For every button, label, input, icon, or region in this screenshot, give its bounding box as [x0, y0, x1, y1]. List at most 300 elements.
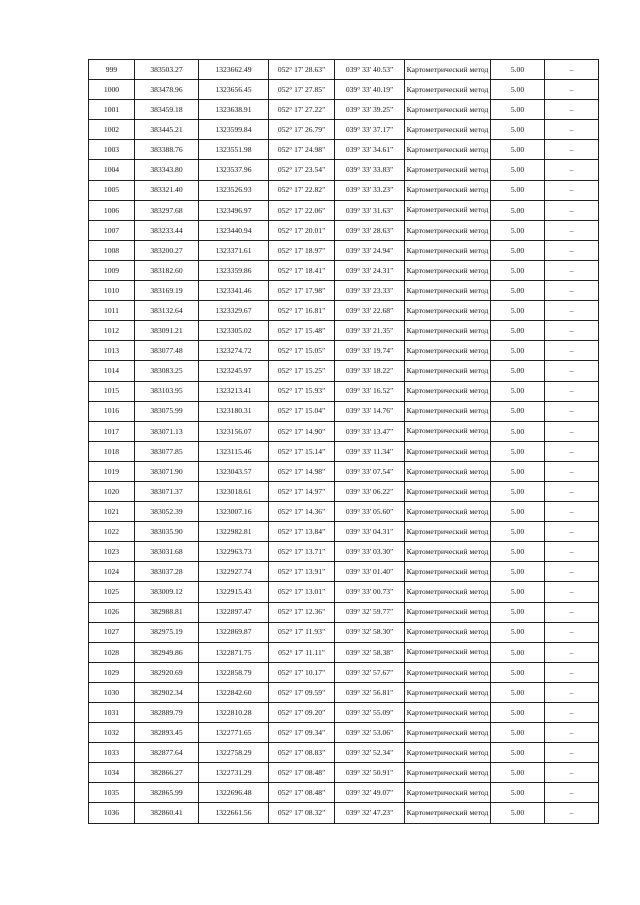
note-cell: – — [545, 80, 599, 100]
x-coordinate-cell: 383009.12 — [135, 582, 199, 602]
table-row — [89, 401, 599, 421]
longitude-cell: 039° 33' 18.22" — [335, 361, 405, 381]
latitude-cell: 052° 17' 15.25" — [269, 361, 335, 381]
latitude-cell: 052° 17' 20.01" — [269, 220, 335, 240]
y-coordinate-cell: 1323371.61 — [199, 240, 269, 260]
note-cell: – — [545, 562, 599, 582]
y-coordinate-cell: 1323329.67 — [199, 301, 269, 321]
y-coordinate-cell: 1323537.96 — [199, 160, 269, 180]
point-number-cell: 1002 — [89, 120, 135, 140]
point-number-cell: 1008 — [89, 240, 135, 260]
note-cell: – — [545, 361, 599, 381]
x-coordinate-cell: 383071.90 — [135, 461, 199, 481]
point-number-cell: 1018 — [89, 441, 135, 461]
note-cell: – — [545, 622, 599, 642]
table-row — [89, 542, 599, 562]
note-cell: – — [545, 281, 599, 301]
method-cell: Картометрический метод — [405, 140, 491, 160]
x-coordinate-cell: 382975.19 — [135, 622, 199, 642]
accuracy-cell: 5.00 — [491, 562, 545, 582]
x-coordinate-cell: 383077.85 — [135, 441, 199, 461]
longitude-cell: 039° 33' 06.22" — [335, 481, 405, 501]
longitude-cell: 039° 32' 59.77" — [335, 602, 405, 622]
x-coordinate-cell: 383200.27 — [135, 240, 199, 260]
longitude-cell: 039° 32' 49.07" — [335, 783, 405, 803]
y-coordinate-cell: 1323359.86 — [199, 260, 269, 280]
table-row — [89, 321, 599, 341]
table-row — [89, 341, 599, 361]
point-number-cell: 1022 — [89, 522, 135, 542]
point-number-cell: 1005 — [89, 180, 135, 200]
note-cell: – — [545, 763, 599, 783]
note-cell: – — [545, 60, 599, 80]
y-coordinate-cell: 1323496.97 — [199, 200, 269, 220]
longitude-cell: 039° 33' 22.68" — [335, 301, 405, 321]
latitude-cell: 052° 17' 15.93" — [269, 381, 335, 401]
longitude-cell: 039° 33' 33.83" — [335, 160, 405, 180]
latitude-cell: 052° 17' 09.20" — [269, 703, 335, 723]
longitude-cell: 039° 33' 14.76" — [335, 401, 405, 421]
point-number-cell: 1017 — [89, 421, 135, 441]
accuracy-cell: 5.00 — [491, 240, 545, 260]
longitude-cell: 039° 33' 24.94" — [335, 240, 405, 260]
latitude-cell: 052° 17' 15.14" — [269, 441, 335, 461]
note-cell: – — [545, 321, 599, 341]
point-number-cell: 1004 — [89, 160, 135, 180]
point-number-cell: 1024 — [89, 562, 135, 582]
accuracy-cell: 5.00 — [491, 180, 545, 200]
method-cell: Картометрический метод — [405, 220, 491, 240]
method-cell: Картометрический метод — [405, 60, 491, 80]
latitude-cell: 052° 17' 13.01" — [269, 582, 335, 602]
longitude-cell: 039° 33' 19.74" — [335, 341, 405, 361]
table-row — [89, 622, 599, 642]
x-coordinate-cell: 383052.39 — [135, 502, 199, 522]
method-cell: Картометрический метод — [405, 180, 491, 200]
accuracy-cell: 5.00 — [491, 321, 545, 341]
x-coordinate-cell: 383233.44 — [135, 220, 199, 240]
point-number-cell: 1031 — [89, 703, 135, 723]
point-number-cell: 1033 — [89, 743, 135, 763]
point-number-cell: 1023 — [89, 542, 135, 562]
longitude-cell: 039° 32' 56.81" — [335, 682, 405, 702]
note-cell: – — [545, 481, 599, 501]
longitude-cell: 039° 32' 47.23" — [335, 803, 405, 823]
y-coordinate-cell: 1322927.74 — [199, 562, 269, 582]
accuracy-cell: 5.00 — [491, 783, 545, 803]
note-cell: – — [545, 783, 599, 803]
accuracy-cell: 5.00 — [491, 662, 545, 682]
method-cell: Картометрический метод — [405, 120, 491, 140]
note-cell: – — [545, 401, 599, 421]
point-number-cell: 1012 — [89, 321, 135, 341]
table-row — [89, 361, 599, 381]
x-coordinate-cell: 383091.21 — [135, 321, 199, 341]
y-coordinate-cell: 1323274.72 — [199, 341, 269, 361]
y-coordinate-cell: 1323115.46 — [199, 441, 269, 461]
point-number-cell: 1027 — [89, 622, 135, 642]
x-coordinate-cell: 383321.40 — [135, 180, 199, 200]
longitude-cell: 039° 33' 24.31" — [335, 260, 405, 280]
method-cell: Картометрический метод — [405, 662, 491, 682]
y-coordinate-cell: 1322810.28 — [199, 703, 269, 723]
longitude-cell: 039° 33' 23.33" — [335, 281, 405, 301]
point-number-cell: 1016 — [89, 401, 135, 421]
latitude-cell: 052° 17' 26.79" — [269, 120, 335, 140]
note-cell: – — [545, 502, 599, 522]
latitude-cell: 052° 17' 10.17" — [269, 662, 335, 682]
latitude-cell: 052° 17' 08.32" — [269, 803, 335, 823]
point-number-cell: 1025 — [89, 582, 135, 602]
latitude-cell: 052° 17' 15.05" — [269, 341, 335, 361]
table-row — [89, 260, 599, 280]
accuracy-cell: 5.00 — [491, 723, 545, 743]
latitude-cell: 052° 17' 15.04" — [269, 401, 335, 421]
x-coordinate-cell: 382893.45 — [135, 723, 199, 743]
x-coordinate-cell: 383031.68 — [135, 542, 199, 562]
latitude-cell: 052° 17' 11.93" — [269, 622, 335, 642]
table-row — [89, 441, 599, 461]
latitude-cell: 052° 17' 09.34" — [269, 723, 335, 743]
longitude-cell: 039° 33' 11.34" — [335, 441, 405, 461]
x-coordinate-cell: 383071.13 — [135, 421, 199, 441]
accuracy-cell: 5.00 — [491, 361, 545, 381]
latitude-cell: 052° 17' 15.48" — [269, 321, 335, 341]
note-cell: – — [545, 642, 599, 662]
table-row — [89, 803, 599, 823]
accuracy-cell: 5.00 — [491, 401, 545, 421]
accuracy-cell: 5.00 — [491, 642, 545, 662]
y-coordinate-cell: 1323156.07 — [199, 421, 269, 441]
x-coordinate-cell: 383343.80 — [135, 160, 199, 180]
accuracy-cell: 5.00 — [491, 682, 545, 702]
point-number-cell: 1006 — [89, 200, 135, 220]
longitude-cell: 039° 33' 03.30" — [335, 542, 405, 562]
method-cell: Картометрический метод — [405, 341, 491, 361]
note-cell: – — [545, 301, 599, 321]
method-cell: Картометрический метод — [405, 682, 491, 702]
point-number-cell: 1000 — [89, 80, 135, 100]
point-number-cell: 999 — [89, 60, 135, 80]
point-number-cell: 1014 — [89, 361, 135, 381]
accuracy-cell: 5.00 — [491, 421, 545, 441]
method-cell: Картометрический метод — [405, 421, 491, 441]
accuracy-cell: 5.00 — [491, 381, 545, 401]
note-cell: – — [545, 441, 599, 461]
x-coordinate-cell: 383445.21 — [135, 120, 199, 140]
table-row — [89, 381, 599, 401]
y-coordinate-cell: 1323440.94 — [199, 220, 269, 240]
latitude-cell: 052° 17' 13.84" — [269, 522, 335, 542]
method-cell: Картометрический метод — [405, 562, 491, 582]
table-row — [89, 100, 599, 120]
y-coordinate-cell: 1322731.29 — [199, 763, 269, 783]
table-row — [89, 481, 599, 501]
method-cell: Картометрический метод — [405, 743, 491, 763]
y-coordinate-cell: 1323662.49 — [199, 60, 269, 80]
y-coordinate-cell: 1323638.91 — [199, 100, 269, 120]
point-number-cell: 1032 — [89, 723, 135, 743]
x-coordinate-cell: 383182.60 — [135, 260, 199, 280]
x-coordinate-cell: 383169.19 — [135, 281, 199, 301]
latitude-cell: 052° 17' 14.36" — [269, 502, 335, 522]
longitude-cell: 039° 32' 57.67" — [335, 662, 405, 682]
note-cell: – — [545, 100, 599, 120]
table-row — [89, 220, 599, 240]
y-coordinate-cell: 1323656.45 — [199, 80, 269, 100]
latitude-cell: 052° 17' 16.81" — [269, 301, 335, 321]
longitude-cell: 039° 32' 50.91" — [335, 763, 405, 783]
latitude-cell: 052° 17' 28.63" — [269, 60, 335, 80]
method-cell: Картометрический метод — [405, 582, 491, 602]
point-number-cell: 1034 — [89, 763, 135, 783]
y-coordinate-cell: 1323180.31 — [199, 401, 269, 421]
note-cell: – — [545, 160, 599, 180]
longitude-cell: 039° 33' 39.25" — [335, 100, 405, 120]
x-coordinate-cell: 382902.34 — [135, 682, 199, 702]
longitude-cell: 039° 32' 55.09" — [335, 703, 405, 723]
accuracy-cell: 5.00 — [491, 140, 545, 160]
y-coordinate-cell: 1323526.93 — [199, 180, 269, 200]
y-coordinate-cell: 1322897.47 — [199, 602, 269, 622]
method-cell: Картометрический метод — [405, 441, 491, 461]
method-cell: Картометрический метод — [405, 622, 491, 642]
note-cell: – — [545, 461, 599, 481]
latitude-cell: 052° 17' 11.11" — [269, 642, 335, 662]
point-number-cell: 1029 — [89, 662, 135, 682]
table-row — [89, 743, 599, 763]
longitude-cell: 039° 33' 07.54" — [335, 461, 405, 481]
table-row — [89, 281, 599, 301]
method-cell: Картометрический метод — [405, 642, 491, 662]
x-coordinate-cell: 382865.99 — [135, 783, 199, 803]
y-coordinate-cell: 1322871.75 — [199, 642, 269, 662]
note-cell: – — [545, 421, 599, 441]
latitude-cell: 052° 17' 23.54" — [269, 160, 335, 180]
note-cell: – — [545, 662, 599, 682]
table-row — [89, 140, 599, 160]
latitude-cell: 052° 17' 27.22" — [269, 100, 335, 120]
latitude-cell: 052° 17' 13.91" — [269, 562, 335, 582]
accuracy-cell: 5.00 — [491, 461, 545, 481]
longitude-cell: 039° 33' 00.73" — [335, 582, 405, 602]
y-coordinate-cell: 1323007.16 — [199, 502, 269, 522]
longitude-cell: 039° 33' 21.35" — [335, 321, 405, 341]
table-row — [89, 562, 599, 582]
accuracy-cell: 5.00 — [491, 100, 545, 120]
longitude-cell: 039° 33' 13.47" — [335, 421, 405, 441]
point-number-cell: 1021 — [89, 502, 135, 522]
note-cell: – — [545, 582, 599, 602]
point-number-cell: 1035 — [89, 783, 135, 803]
table-row — [89, 60, 599, 80]
x-coordinate-cell: 383077.48 — [135, 341, 199, 361]
point-number-cell: 1011 — [89, 301, 135, 321]
document-page — [88, 59, 598, 824]
note-cell: – — [545, 542, 599, 562]
method-cell: Картометрический метод — [405, 763, 491, 783]
accuracy-cell: 5.00 — [491, 763, 545, 783]
x-coordinate-cell: 382866.27 — [135, 763, 199, 783]
y-coordinate-cell: 1323018.61 — [199, 481, 269, 501]
method-cell: Картометрический метод — [405, 361, 491, 381]
accuracy-cell: 5.00 — [491, 60, 545, 80]
method-cell: Картометрический метод — [405, 703, 491, 723]
point-number-cell: 1010 — [89, 281, 135, 301]
accuracy-cell: 5.00 — [491, 200, 545, 220]
note-cell: – — [545, 703, 599, 723]
accuracy-cell: 5.00 — [491, 80, 545, 100]
accuracy-cell: 5.00 — [491, 502, 545, 522]
longitude-cell: 039° 33' 34.61" — [335, 140, 405, 160]
latitude-cell: 052° 17' 13.71" — [269, 542, 335, 562]
note-cell: – — [545, 200, 599, 220]
x-coordinate-cell: 383297.68 — [135, 200, 199, 220]
x-coordinate-cell: 382877.64 — [135, 743, 199, 763]
latitude-cell: 052° 17' 09.59" — [269, 682, 335, 702]
accuracy-cell: 5.00 — [491, 703, 545, 723]
table-row — [89, 642, 599, 662]
accuracy-cell: 5.00 — [491, 582, 545, 602]
point-number-cell: 1007 — [89, 220, 135, 240]
latitude-cell: 052° 17' 08.48" — [269, 783, 335, 803]
latitude-cell: 052° 17' 14.98" — [269, 461, 335, 481]
longitude-cell: 039° 33' 28.63" — [335, 220, 405, 240]
x-coordinate-cell: 383083.25 — [135, 361, 199, 381]
longitude-cell: 039° 32' 52.34" — [335, 743, 405, 763]
method-cell: Картометрический метод — [405, 281, 491, 301]
y-coordinate-cell: 1322915.43 — [199, 582, 269, 602]
table-row — [89, 703, 599, 723]
table-row — [89, 120, 599, 140]
note-cell: – — [545, 723, 599, 743]
table-row — [89, 461, 599, 481]
accuracy-cell: 5.00 — [491, 743, 545, 763]
table-row — [89, 662, 599, 682]
table-row — [89, 502, 599, 522]
coordinates-table — [88, 59, 599, 824]
accuracy-cell: 5.00 — [491, 481, 545, 501]
note-cell: – — [545, 120, 599, 140]
y-coordinate-cell: 1323341.46 — [199, 281, 269, 301]
note-cell: – — [545, 803, 599, 823]
note-cell: – — [545, 220, 599, 240]
method-cell: Картометрический метод — [405, 803, 491, 823]
table-body — [89, 60, 599, 824]
x-coordinate-cell: 383071.37 — [135, 481, 199, 501]
table-row — [89, 160, 599, 180]
point-number-cell: 1009 — [89, 260, 135, 280]
note-cell: – — [545, 140, 599, 160]
accuracy-cell: 5.00 — [491, 281, 545, 301]
longitude-cell: 039° 33' 33.23" — [335, 180, 405, 200]
longitude-cell: 039° 32' 58.38" — [335, 642, 405, 662]
y-coordinate-cell: 1322842.60 — [199, 682, 269, 702]
longitude-cell: 039° 33' 01.40" — [335, 562, 405, 582]
point-number-cell: 1030 — [89, 682, 135, 702]
table-row — [89, 200, 599, 220]
x-coordinate-cell: 383075.99 — [135, 401, 199, 421]
method-cell: Картометрический метод — [405, 321, 491, 341]
table-row — [89, 80, 599, 100]
accuracy-cell: 5.00 — [491, 542, 545, 562]
note-cell: – — [545, 381, 599, 401]
point-number-cell: 1026 — [89, 602, 135, 622]
table-row — [89, 240, 599, 260]
latitude-cell: 052° 17' 14.90" — [269, 421, 335, 441]
note-cell: – — [545, 260, 599, 280]
note-cell: – — [545, 522, 599, 542]
point-number-cell: 1028 — [89, 642, 135, 662]
y-coordinate-cell: 1322963.73 — [199, 542, 269, 562]
method-cell: Картометрический метод — [405, 723, 491, 743]
note-cell: – — [545, 341, 599, 361]
latitude-cell: 052° 17' 17.98" — [269, 281, 335, 301]
y-coordinate-cell: 1323599.84 — [199, 120, 269, 140]
y-coordinate-cell: 1323305.02 — [199, 321, 269, 341]
note-cell: – — [545, 180, 599, 200]
table-row — [89, 763, 599, 783]
latitude-cell: 052° 17' 08.48" — [269, 763, 335, 783]
point-number-cell: 1003 — [89, 140, 135, 160]
longitude-cell: 039° 32' 58.30" — [335, 622, 405, 642]
longitude-cell: 039° 33' 05.60" — [335, 502, 405, 522]
longitude-cell: 039° 32' 53.06" — [335, 723, 405, 743]
y-coordinate-cell: 1322661.56 — [199, 803, 269, 823]
note-cell: – — [545, 602, 599, 622]
method-cell: Картометрический метод — [405, 461, 491, 481]
latitude-cell: 052° 17' 18.97" — [269, 240, 335, 260]
method-cell: Картометрический метод — [405, 783, 491, 803]
method-cell: Картометрический метод — [405, 522, 491, 542]
x-coordinate-cell: 383035.90 — [135, 522, 199, 542]
table-row — [89, 723, 599, 743]
table-row — [89, 421, 599, 441]
longitude-cell: 039° 33' 37.17" — [335, 120, 405, 140]
y-coordinate-cell: 1322696.48 — [199, 783, 269, 803]
method-cell: Картометрический метод — [405, 301, 491, 321]
accuracy-cell: 5.00 — [491, 803, 545, 823]
accuracy-cell: 5.00 — [491, 120, 545, 140]
method-cell: Картометрический метод — [405, 401, 491, 421]
note-cell: – — [545, 240, 599, 260]
latitude-cell: 052° 17' 22.82" — [269, 180, 335, 200]
longitude-cell: 039° 33' 40.53" — [335, 60, 405, 80]
longitude-cell: 039° 33' 04.31" — [335, 522, 405, 542]
note-cell: – — [545, 682, 599, 702]
x-coordinate-cell: 382920.69 — [135, 662, 199, 682]
x-coordinate-cell: 383459.18 — [135, 100, 199, 120]
method-cell: Картометрический метод — [405, 80, 491, 100]
table-row — [89, 783, 599, 803]
method-cell: Картометрический метод — [405, 160, 491, 180]
latitude-cell: 052° 17' 24.98" — [269, 140, 335, 160]
accuracy-cell: 5.00 — [491, 441, 545, 461]
point-number-cell: 1001 — [89, 100, 135, 120]
method-cell: Картометрический метод — [405, 502, 491, 522]
y-coordinate-cell: 1322858.79 — [199, 662, 269, 682]
x-coordinate-cell: 383037.28 — [135, 562, 199, 582]
method-cell: Картометрический метод — [405, 542, 491, 562]
table-row — [89, 522, 599, 542]
longitude-cell: 039° 33' 40.19" — [335, 80, 405, 100]
point-number-cell: 1036 — [89, 803, 135, 823]
y-coordinate-cell: 1323551.98 — [199, 140, 269, 160]
point-number-cell: 1015 — [89, 381, 135, 401]
accuracy-cell: 5.00 — [491, 160, 545, 180]
table-row — [89, 301, 599, 321]
point-number-cell: 1013 — [89, 341, 135, 361]
